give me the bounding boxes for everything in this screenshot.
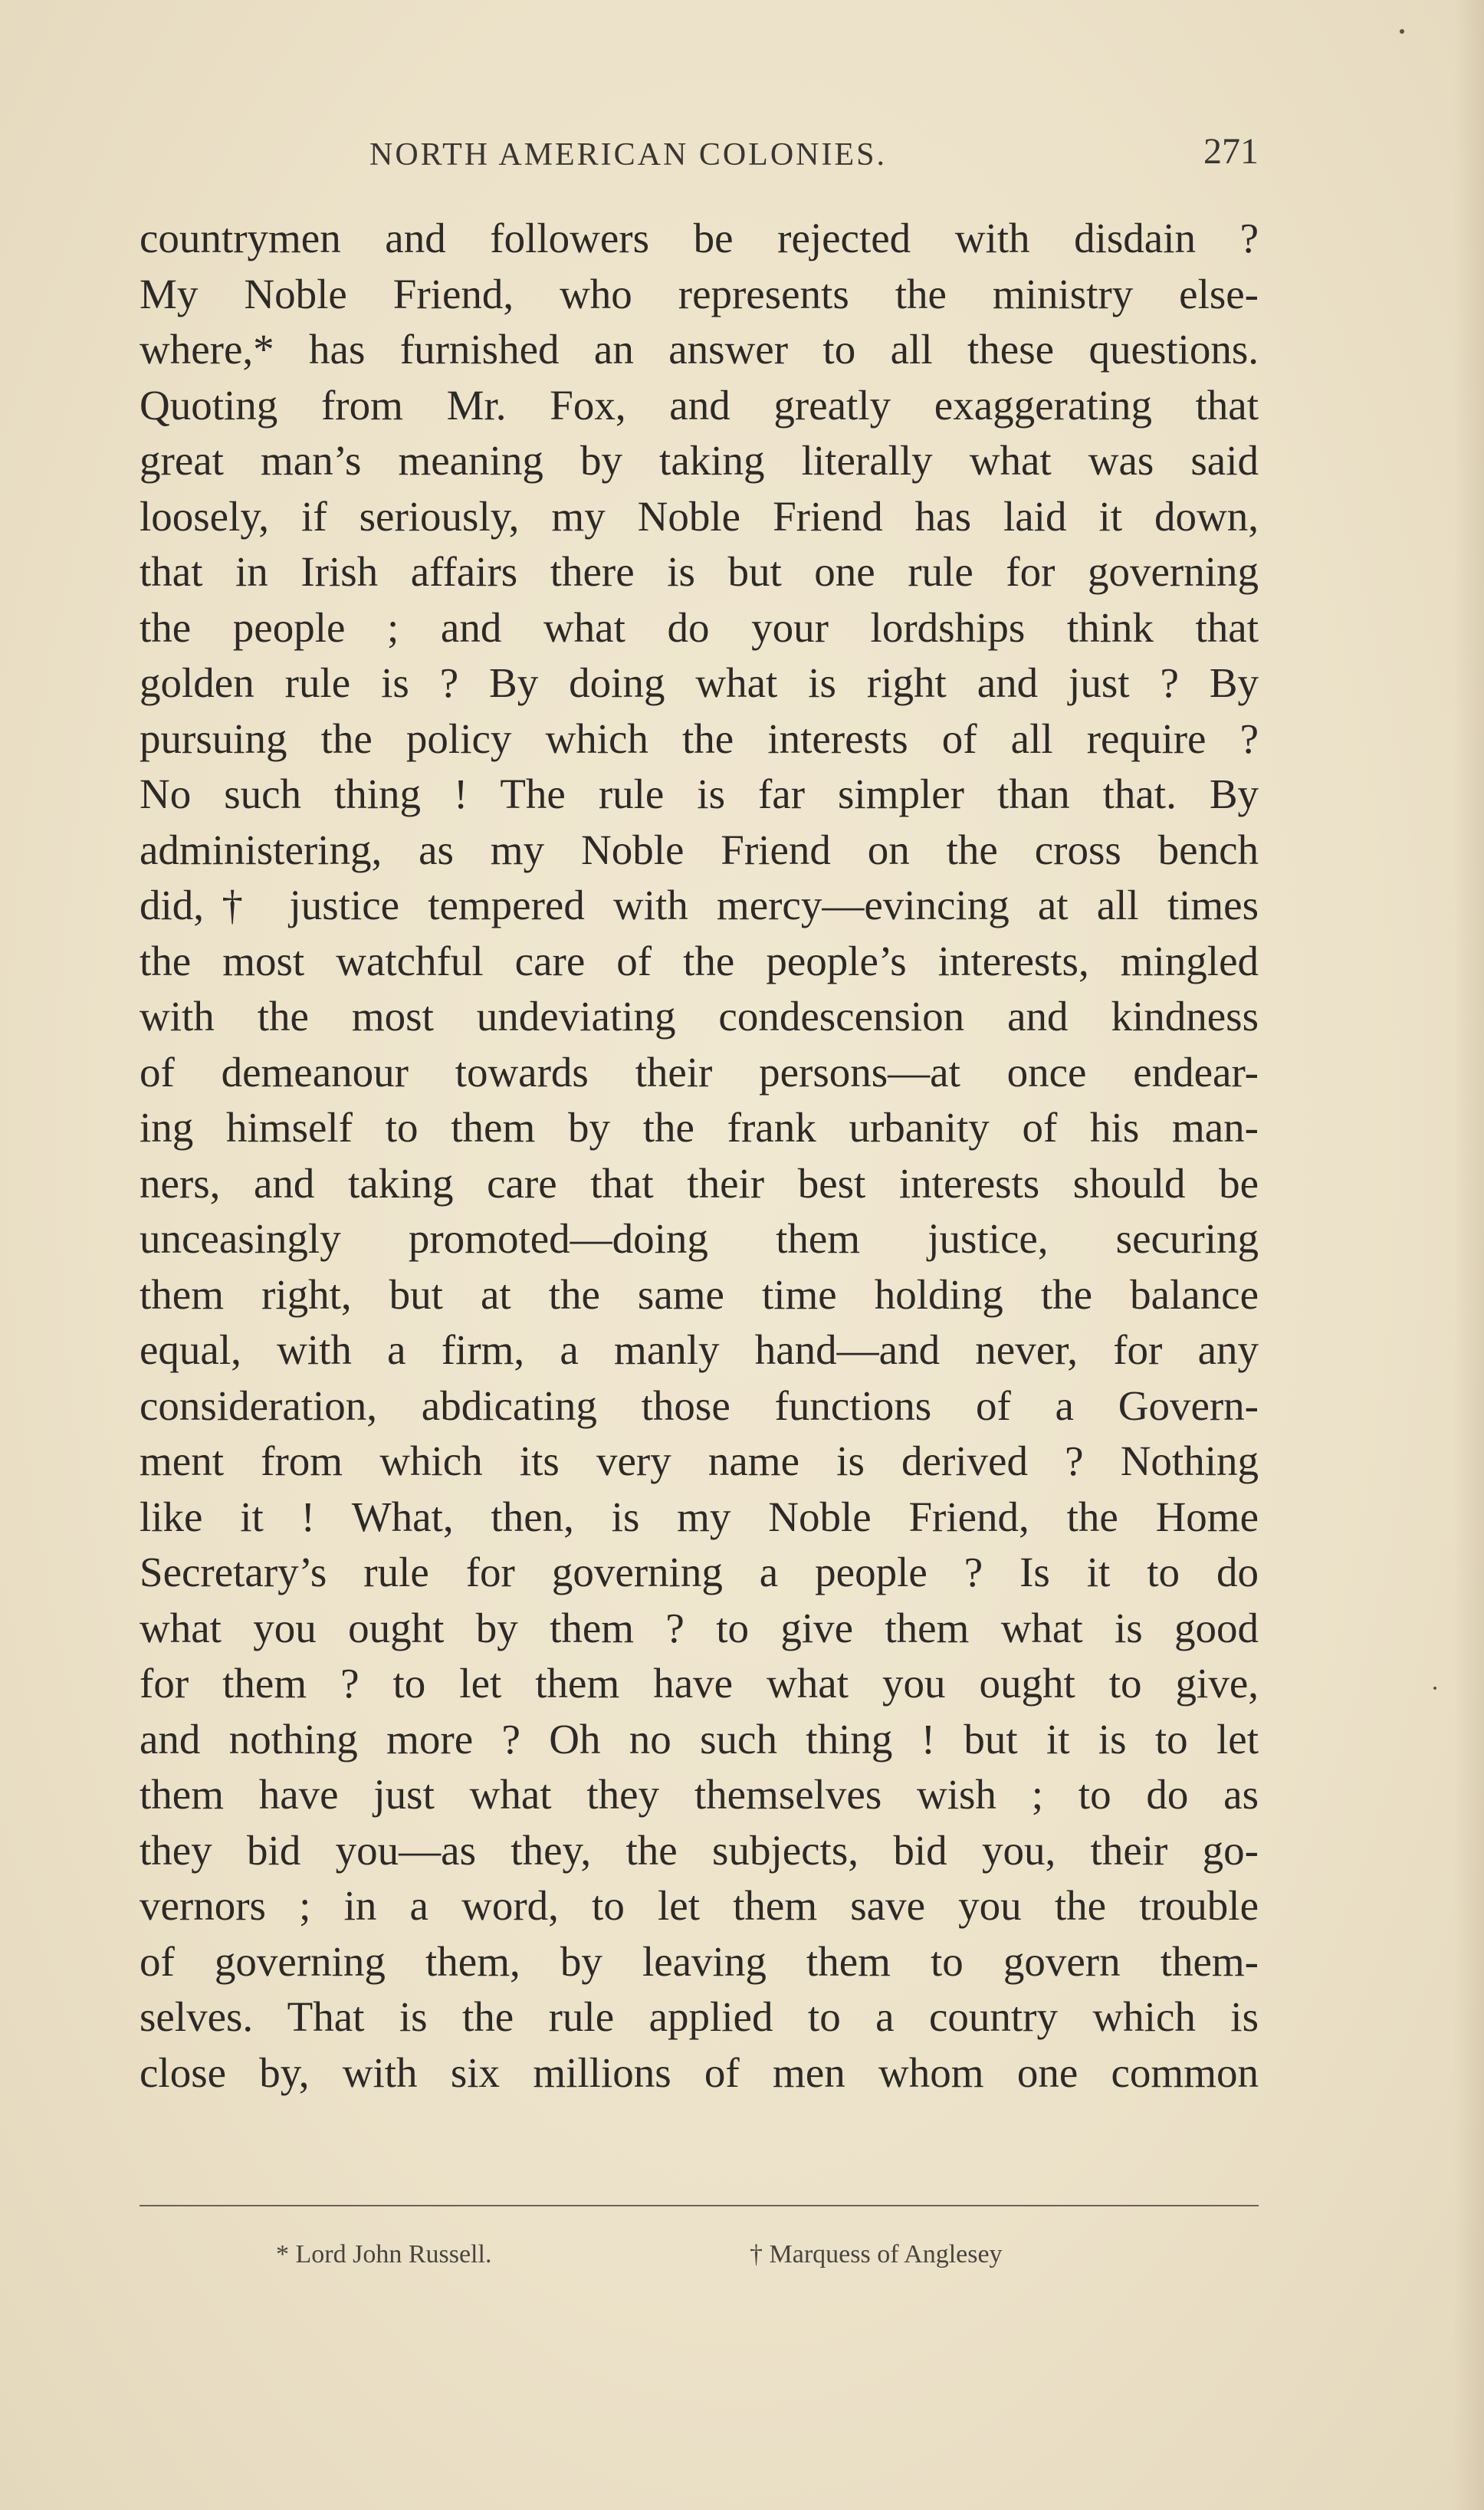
text-line: like it ! What, then, is my Noble Friend, the Home [140,1493,1259,1540]
text-line: pursuing the policy which the interests of all require ? [140,715,1259,762]
text-line: the people ; and what do your lordships think that [140,603,1259,651]
text-line: that in Irish affairs there is but one rule for governing [140,548,1259,595]
text-line: great man’s meaning by taking literally what was said [140,437,1259,484]
text-line: what you ought by them ? to give them what is good [140,1604,1259,1651]
text-line: ment from which its very name is derived ? Nothing [140,1437,1259,1484]
text-line: ing himself to them by the frank urbanity of his man- [140,1104,1259,1151]
text-line: countrymen and followers be rejected with disdain ? [140,215,1259,261]
paper-speck [1433,1687,1436,1690]
running-head [140,130,1259,184]
text-line: for them ? to let them have what you ought to give, [140,1660,1259,1707]
text-line: and nothing more ? Oh no such thing ! but it is to let [140,1715,1259,1763]
text-line: consideration, abdicating those functions of a Govern- [140,1381,1259,1429]
text-line: equal, with a firm, a manly hand—and never, for any [140,1326,1259,1373]
text-line: they bid you—as they, the subjects, bid you, their go- [140,1826,1259,1874]
text-line: where,* has furnished an answer to all these questions. [140,326,1259,373]
text-line: administering, as my Noble Friend on the cross bench [140,826,1259,873]
body-text [140,211,1259,2101]
text-line: Secretary’s rule for governing a people ? Is it to do [140,1549,1259,1595]
page-edge-shadow [1453,0,1484,2510]
text-line: loosely, if seriously, my Noble Friend has laid it down, [140,492,1259,540]
text-line: close by, with six millions of men whom one common [140,2048,1259,2096]
footnote: † Marquess of Anglesey [750,2240,1003,2269]
text-line: No such thing ! The rule is far simpler than that. By [140,770,1259,817]
text-line: of governing them, by leaving them to govern them- [140,1937,1259,1985]
page-number: 271 [1203,131,1259,172]
text-line: Quoting from Mr. Fox, and greatly exaggerating that [140,381,1259,429]
text-line: did,† justice tempered with mercy—evincing at all times [140,882,1259,928]
text-line: golden rule is ? By doing what is right and just ? By [140,659,1259,706]
running-head-title: NORTH AMERICAN COLONIES. [369,137,887,172]
text-line: them have just what they themselves wish ; to do as [140,1771,1259,1818]
footnote: * Lord John Russell. [276,2240,492,2269]
text-line: unceasingly promoted—doing them justice, securing [140,1215,1259,1262]
text-line: vernors ; in a word, to let them save you the trouble [140,1882,1259,1929]
footnotes [140,2240,1259,2286]
text-line: My Noble Friend, who represents the ministry else- [140,270,1259,317]
text-line: selves. That is the rule applied to a country which is [140,1993,1259,2040]
text-line: the most watchful care of the people’s interests, mingled [140,937,1259,984]
footnote-rule [140,2205,1259,2206]
paper-speck [1400,29,1404,34]
text-line: them right, but at the same time holding the balance [140,1270,1259,1318]
text-line: ners, and taking care that their best interests should be [140,1159,1259,1207]
text-line: of demeanour towards their persons—at once endear- [140,1048,1259,1096]
text-line: with the most undeviating condescension and kindness [140,993,1259,1040]
